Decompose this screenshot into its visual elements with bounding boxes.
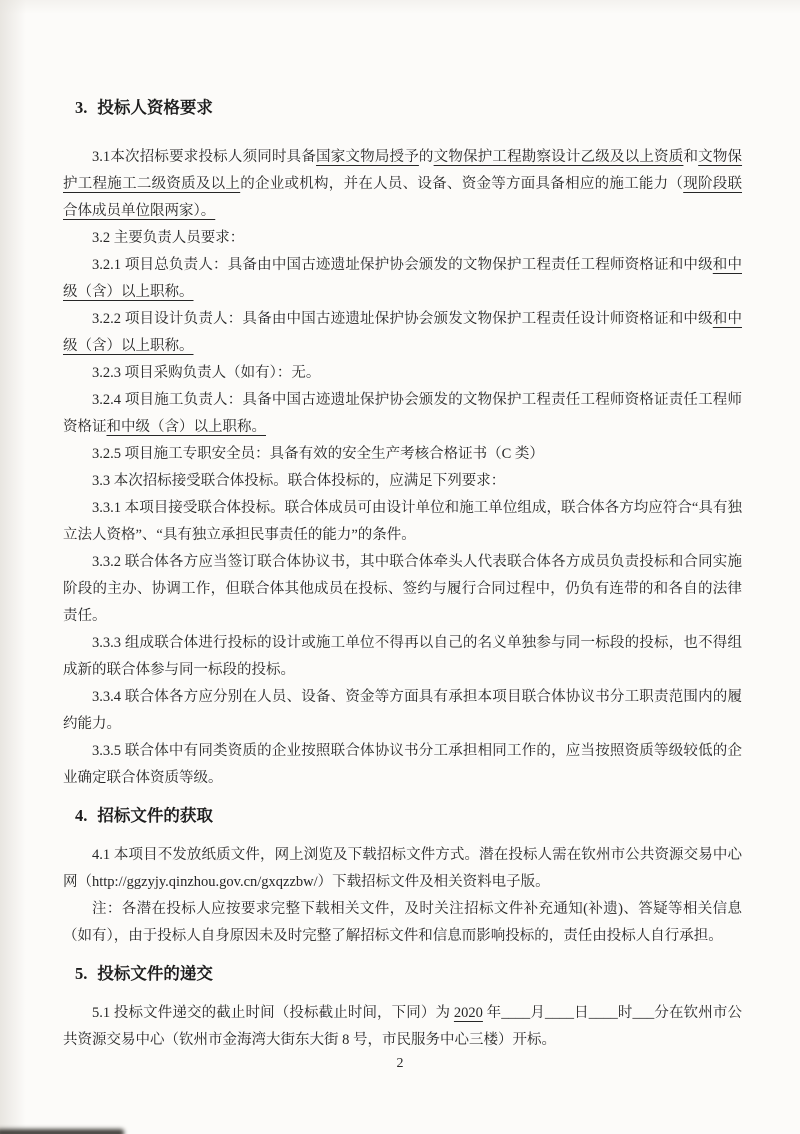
text-run: 3.3.4 联合体各方应分别在人员、设备、资金等方面具有承担本项目联合体协议书分工职责范围内的履约能力。 xyxy=(63,689,742,732)
text-run: 时 xyxy=(617,1005,633,1021)
paragraph xyxy=(63,387,742,441)
paragraph xyxy=(63,896,742,950)
paragraph xyxy=(63,360,742,387)
text-run: 和 xyxy=(683,149,699,165)
text-run: 4.1 本项目不发放纸质文件，网上浏览及下载招标文件方式。潜在投标人需在钦州市公共资源交易中心网（ xyxy=(63,847,742,890)
section-heading xyxy=(63,962,742,986)
underlined-text: 文物保护工程勘察设计乙级及以上资质 xyxy=(433,149,684,165)
section-heading xyxy=(63,96,742,120)
heading-number: 3. xyxy=(75,98,88,117)
paragraph xyxy=(63,549,742,630)
url-text: http://ggzyjy.qinzhou.gov.cn/gxqzzbw/ xyxy=(92,874,318,890)
paragraph xyxy=(63,684,742,738)
blank-minute: ___ xyxy=(632,1005,655,1021)
text-run: 3.2 主要负责人员要求： xyxy=(92,230,245,246)
paragraph xyxy=(63,842,742,896)
section-heading xyxy=(63,804,742,828)
scan-smudge xyxy=(0,1129,124,1134)
paragraph xyxy=(63,468,742,495)
text-run: 注：各潜在投标人应按要求完整下载相关文件，及时关注招标文件补充通知(补遗)、答疑等相关信息（如有），由于投标人自身原因未及时完整了解招标文件和信息而影响投标的，责任由投标人自行承担。 xyxy=(63,901,742,944)
text-run: 3.2.2 项目设计负责人：具备由中国古迹遗址保护协会颁发文物保护工程责任设计师资格证和中级 xyxy=(92,311,713,327)
text-run: 3.3.5 联合体中有同类资质的企业按照联合体协议书分工承担相同工作的，应当按照资质等级较低的企业确定联合体资质等级。 xyxy=(63,743,742,786)
text-run: 月 xyxy=(530,1005,546,1021)
blank-hour: ____ xyxy=(588,1005,618,1021)
text-run: 3.2.4 项目施工负责人：具备中国古迹遗址保护协会颁发的文物保护工程责任工程师资格证责任工程师资格证 xyxy=(63,392,742,435)
heading-text: 投标人资格要求 xyxy=(97,98,213,117)
paragraph xyxy=(63,495,742,549)
underlined-text: 和中级（含）以上职称。 xyxy=(63,257,742,300)
page-number: 2 xyxy=(396,1056,404,1071)
text-run: 分在钦州市公共资源交易中心（钦州市金海湾大街东大街 8 号，市民服务中心三楼）开标。 xyxy=(63,1005,743,1048)
text-run: 年 xyxy=(482,1005,502,1021)
underlined-text: 现阶段联合体成员单位限两家）。 xyxy=(63,176,743,219)
underlined-text: 国家文物局授予 xyxy=(316,149,419,165)
heading-number: 4. xyxy=(75,806,88,825)
text-run: 3.1本次招标要求投标人须同时具备 xyxy=(92,149,317,165)
paragraph xyxy=(63,144,742,225)
heading-number: 5. xyxy=(75,964,88,983)
blank-day: ____ xyxy=(545,1005,575,1021)
text-run: 日 xyxy=(574,1005,589,1021)
paragraph xyxy=(63,306,742,360)
paragraph xyxy=(63,630,742,684)
scan-edge-shadow-top xyxy=(0,0,800,14)
paragraph xyxy=(63,225,742,252)
document-body xyxy=(63,96,742,1054)
text-run: 5.1 投标文件递交的截止时间（投标截止时间，下同）为 xyxy=(92,1005,454,1021)
paragraph xyxy=(63,441,742,468)
text-run: 3.2.5 项目施工专职安全员：具备有效的安全生产考核合格证书（C 类） xyxy=(92,446,544,462)
text-run: 3.3.3 组成联合体进行投标的设计或施工单位不得再以自己的名义单独参与同一标段的投标，也不得组成新的联合体参与同一标段的投标。 xyxy=(63,635,742,678)
text-run: 3.3.2 联合体各方应当签订联合体协议书，其中联合体牵头人代表联合体各方成员负责投标和合同实施阶段的主办、协调工作，但联合体其他成员在投标、签约与履行合同过程中，仍负有连带的和各自的法律责任。 xyxy=(63,554,742,624)
scan-edge-shadow xyxy=(0,0,26,1134)
paragraph xyxy=(63,738,742,792)
paragraph xyxy=(63,252,742,306)
text-run: 3.2.3 项目采购负责人（如有）：无。 xyxy=(92,365,321,381)
underlined-text: 和中级（含）以上职称。 xyxy=(63,311,742,354)
text-run: ）下载招标文件及相关资料电子版。 xyxy=(317,874,550,890)
text-run: 3.3 本次招标接受联合体投标。联合体投标的，应满足下列要求： xyxy=(92,473,506,489)
text-run: 的 xyxy=(418,149,434,165)
underlined-text: 和中级（含）以上职称。 xyxy=(106,419,266,435)
paragraph xyxy=(63,1000,742,1054)
underlined-text: 文物保护工程施工二级资质及以上 xyxy=(63,149,743,192)
heading-text: 投标文件的递交 xyxy=(97,964,213,983)
blank-month: ____ xyxy=(501,1005,531,1021)
underlined-text: 2020 xyxy=(453,1005,483,1021)
text-run: 3.3.1 本项目接受联合体投标。联合体成员可由设计单位和施工单位组成，联合体各方均应符合“具有独立法人资格”、“具有独立承担民事责任的能力”的条件。 xyxy=(63,500,742,543)
text-run: 3.2.1 项目总负责人：具备由中国古迹遗址保护协会颁发的文物保护工程责任工程师资格证和中级 xyxy=(92,257,713,273)
heading-text: 招标文件的获取 xyxy=(97,806,213,825)
text-run: 的企业或机构，并在人员、设备、资金等方面具备相应的施工能力（ xyxy=(240,176,684,192)
